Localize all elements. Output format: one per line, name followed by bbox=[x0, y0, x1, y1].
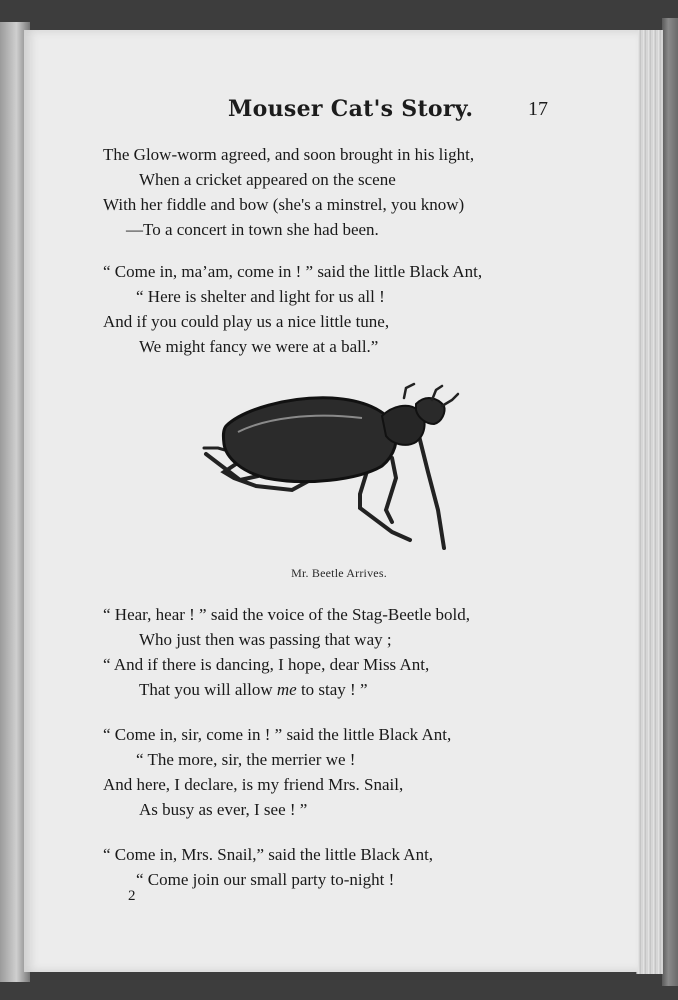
verse-line: The Glow-worm agreed, and soon brought in his light, bbox=[103, 145, 475, 164]
verse-line: When a cricket appeared on the scene bbox=[139, 170, 396, 189]
verse-line: “ Here is shelter and light for us all ! bbox=[136, 287, 385, 306]
verse-line: “ Come in, Mrs. Snail,” said the little Black Ant, bbox=[103, 845, 434, 864]
page-stack-edge bbox=[636, 30, 663, 974]
verse-line: “ The more, sir, the merrier we ! bbox=[136, 750, 356, 769]
beetle-body bbox=[223, 398, 444, 482]
verse-line: “ Hear, hear ! ” said the voice of the Stag-Beetle bold, bbox=[103, 605, 471, 624]
page-number: 17 bbox=[528, 98, 548, 120]
verse-line: “ Come in, ma’am, come in ! ” said the little Black Ant, bbox=[103, 262, 483, 281]
verse-line: We might fancy we were at a ball.” bbox=[139, 337, 379, 356]
signature-mark: 2 bbox=[128, 888, 136, 904]
verse-line: “ Come join our small party to-night ! bbox=[136, 870, 395, 889]
page-title: Mouser Cat's Story. bbox=[228, 96, 474, 122]
verse-line: —To a concert in town she had been. bbox=[126, 220, 379, 239]
emphasis: me bbox=[276, 680, 297, 699]
verse-line: “ Come in, sir, come in ! ” said the little Black Ant, bbox=[103, 725, 452, 744]
beetle-illustration bbox=[196, 382, 462, 554]
verse-line: As busy as ever, I see ! ” bbox=[139, 800, 308, 819]
illustration-caption: Mr. Beetle Arrives. bbox=[291, 566, 387, 580]
verse-line: And if you could play us a nice little tune, bbox=[103, 312, 390, 331]
verse-line: And here, I declare, is my friend Mrs. Snail, bbox=[103, 775, 404, 794]
book-cover-edge bbox=[662, 18, 678, 986]
verse-line: “ And if there is dancing, I hope, dear Miss Ant, bbox=[103, 655, 430, 674]
verse-line: With her fiddle and bow (she's a minstrel, you know) bbox=[103, 195, 465, 214]
verse-line: That you will allow me to stay ! ” bbox=[139, 680, 368, 699]
verse-line: Who just then was passing that way ; bbox=[139, 630, 392, 649]
